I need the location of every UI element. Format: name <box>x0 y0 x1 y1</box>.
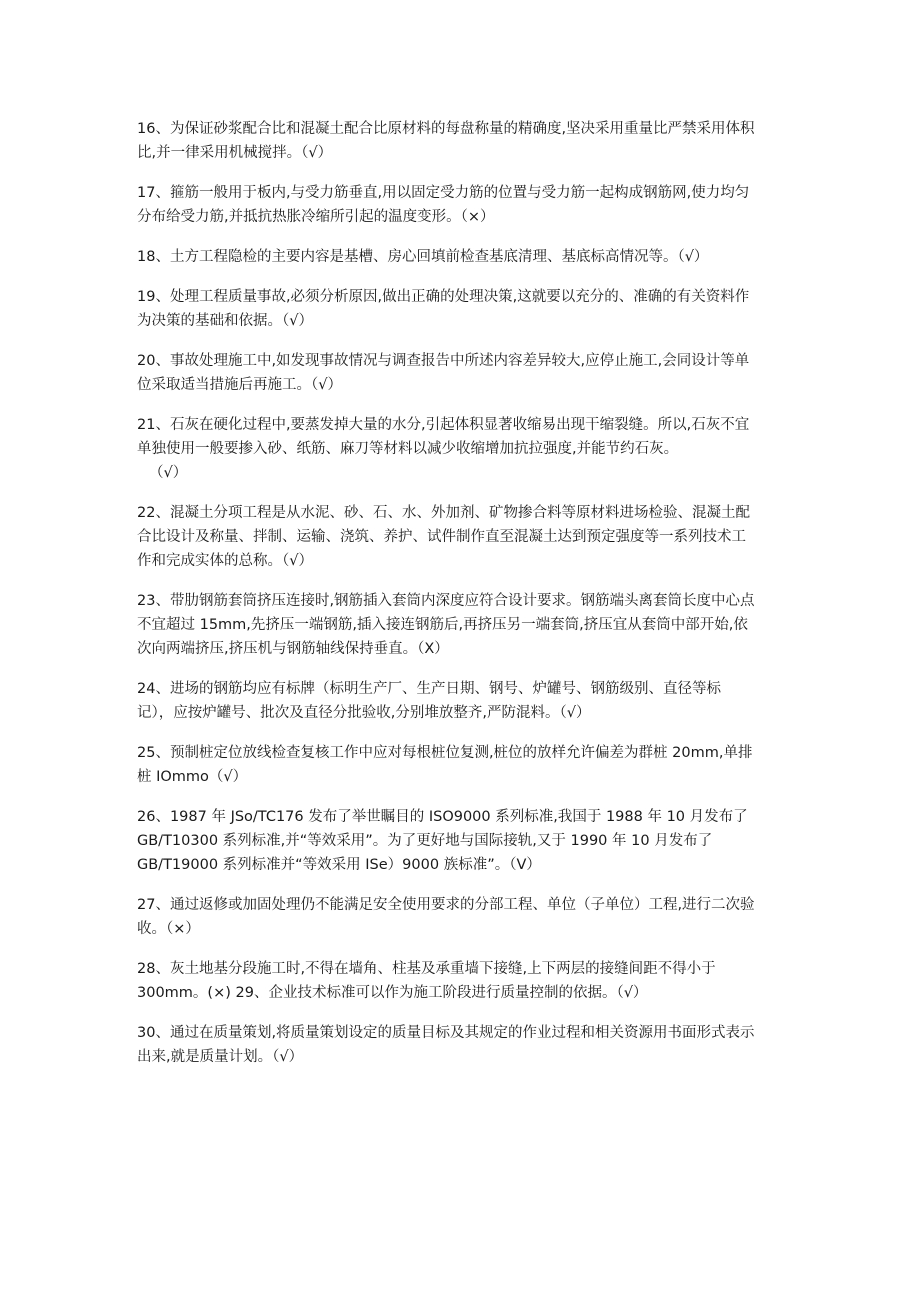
question-text-line: （√） <box>149 465 188 481</box>
question-text-line: 24、进场的钢筋均应有标牌（标明生产厂、生产日期、钢号、炉罐号、钢筋级别、直径等标 <box>137 681 721 697</box>
question-list <box>137 117 787 1085</box>
question-text-line: 单独使用一般要掺入砂、纸筋、麻刀等材料以减少收缩增加抗拉强度,并能节约石灰。 <box>137 441 679 457</box>
question-item-26 <box>137 805 787 877</box>
question-item-18 <box>137 245 787 269</box>
question-text-line: 分布给受力筋,并抵抗热胀冷缩所引起的温度变形。（×） <box>137 209 495 225</box>
question-item-30 <box>137 1021 787 1069</box>
question-text-line: 27、通过返修或加固处理仍不能满足安全使用要求的分部工程、单位（子单位）工程,进行二次验 <box>137 897 755 913</box>
question-item-25 <box>137 741 787 789</box>
question-text-line: 19、处理工程质量事故,必须分析原因,做出正确的处理决策,这就要以充分的、准确的有关资料作 <box>137 289 750 305</box>
question-text-line: 23、带肋钢筋套筒挤压连接时,钢筋插入套筒内深度应符合设计要求。钢筋端头离套筒长度中心点 <box>137 593 755 609</box>
question-text-line: GB/T19000 系列标准并“等效采用 ISe）9000 族标准”。（V） <box>137 857 541 873</box>
question-text-line: 16、为保证砂浆配合比和混凝土配合比原材料的每盘称量的精确度,坚决采用重量比严禁采用体积 <box>137 121 755 137</box>
question-item-28 <box>137 957 787 1005</box>
question-item-27 <box>137 893 787 941</box>
question-text-line: 21、石灰在硬化过程中,要蒸发掉大量的水分,引起体积显著收缩易出现干缩裂缝。所以,石灰不宜 <box>137 417 750 433</box>
question-text-line: GB/T10300 系列标准,并“等效采用”。为了更好地与国际接轨,又于 1990 年 10 月发布了 <box>137 833 713 849</box>
question-text-line: 不宜超过 15mm,先挤压一端钢筋,插入接连钢筋后,再挤压另一端套筒,挤压宜从套筒中部开始,依 <box>137 617 748 633</box>
question-text-line: 300mm。(×) 29、企业技术标准可以作为施工阶段进行质量控制的依据。（√） <box>137 985 648 1001</box>
question-text-line: 为决策的基础和依据。（√） <box>137 313 313 329</box>
question-text-line: 次向两端挤压,挤压机与钢筋轴线保持垂直。（X） <box>137 641 449 657</box>
question-text-line: 25、预制桩定位放线检查复核工作中应对每根桩位复测,桩位的放样允许偏差为群桩 20mm,单排 <box>137 745 753 761</box>
question-text-line: 比,并一律采用机械搅拌。（√） <box>137 145 333 161</box>
question-item-17 <box>137 181 787 229</box>
question-text-line: 收。（×） <box>137 921 200 937</box>
question-item-22 <box>137 501 787 573</box>
question-text-line: 合比设计及称量、拌制、运输、浇筑、养护、试件制作直至混凝土达到预定强度等一系列技术工 <box>137 529 746 545</box>
question-text-line: 作和完成实体的总称。（√） <box>137 553 313 569</box>
question-text-line: 30、通过在质量策划,将质量策划设定的质量目标及其规定的作业过程和相关资源用书面形式表示 <box>137 1025 755 1041</box>
question-item-21 <box>137 413 787 485</box>
question-item-19 <box>137 285 787 333</box>
question-text-line: 28、灰土地基分段施工时,不得在墙角、柱基及承重墙下接缝,上下两层的接缝间距不得小于 <box>137 961 716 977</box>
question-text-line: 出来,就是质量计划。（√） <box>137 1049 304 1065</box>
question-text-line: 位采取适当措施后再施工。（√） <box>137 377 342 393</box>
question-text-line: 桩 IOmmo（√） <box>137 769 248 785</box>
question-item-23 <box>137 589 787 661</box>
question-item-16 <box>137 117 787 165</box>
question-text-line: 20、事故处理施工中,如发现事故情况与调查报告中所述内容差异较大,应停止施工,会同设计等单 <box>137 353 750 369</box>
question-item-24 <box>137 677 787 725</box>
question-text-line: 22、混凝土分项工程是从水泥、砂、石、水、外加剂、矿物掺合料等原材料进场检验、混凝土配 <box>137 505 750 521</box>
question-text-line: 26、1987 年 JSo/TC176 发布了举世瞩目的 ISO9000 系列标准,我国于 1988 年 10 月发布了 <box>137 809 748 825</box>
question-text-line: 18、土方工程隐检的主要内容是基槽、房心回填前检查基底清理、基底标高情况等。（√） <box>137 249 709 265</box>
question-text-line: 17、箍筋一般用于板内,与受力筋垂直,用以固定受力筋的位置与受力筋一起构成钢筋网,使力均匀 <box>137 185 750 201</box>
question-text-line: 记），应按炉罐号、批次及直径分批验收,分别堆放整齐,严防混料。（√） <box>137 705 591 721</box>
question-item-20 <box>137 349 787 397</box>
